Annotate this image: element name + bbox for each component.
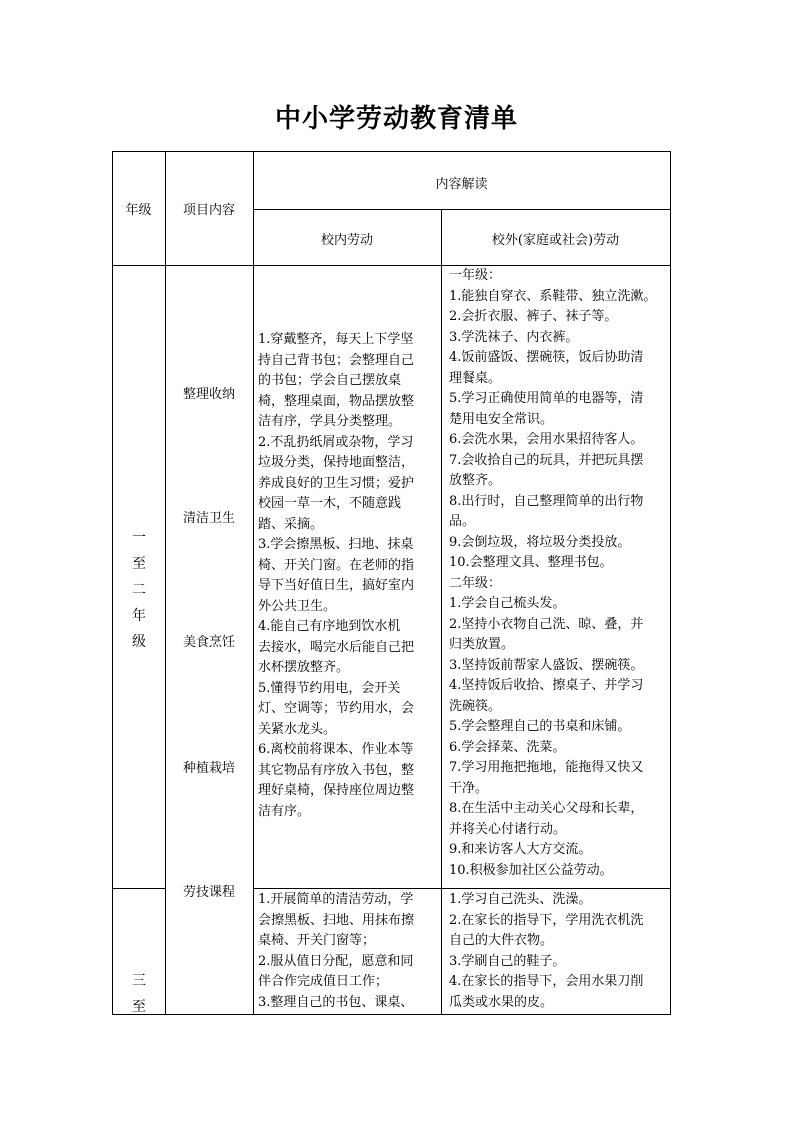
text-line: 1.能独自穿衣、系鞋带、独立洗漱。 bbox=[449, 288, 657, 304]
header-content-interpretation: 内容解读 bbox=[435, 177, 488, 192]
section-2-school-labor bbox=[258, 890, 440, 1013]
grade-char: 三 bbox=[132, 973, 146, 989]
grade-char: 级 bbox=[132, 634, 146, 650]
text-line: 一年级： bbox=[449, 268, 502, 283]
project-labor-tech-course: 劳技课程 bbox=[182, 885, 235, 900]
text-line: 3.整理自己的书包、课桌、 bbox=[258, 994, 414, 1010]
section-1-outside-labor bbox=[449, 266, 669, 881]
text-line: 3.学刷自己的鞋子。 bbox=[449, 953, 566, 969]
text-line: 洗碗筷。 bbox=[449, 698, 502, 714]
text-line: 3.学洗袜子、内衣裤。 bbox=[449, 329, 579, 345]
text-line: 1.学会自己梳头发。 bbox=[449, 596, 566, 611]
section-divider-content bbox=[253, 888, 671, 889]
project-cooking: 美食烹饪 bbox=[182, 635, 235, 650]
text-line: 二年级： bbox=[449, 575, 502, 591]
text-line: 椅，整理桌面，物品摆放整 bbox=[258, 393, 415, 409]
project-column-divider bbox=[253, 151, 254, 1015]
grade-char: 二 bbox=[132, 582, 146, 598]
text-line: 1.开展简单的清洁劳动，学 bbox=[258, 892, 414, 907]
text-line: 2.坚持小衣物自己洗、晾、叠，并 bbox=[449, 616, 644, 632]
text-line: 校园一草一木，不随意践 bbox=[258, 496, 402, 511]
text-line: 去接水，喝完水后能自己把 bbox=[258, 639, 415, 655]
text-line: 会擦黑板、扫地、用抹布擦 bbox=[258, 912, 415, 928]
table-border-bottom bbox=[112, 1014, 671, 1015]
text-line: 理好桌椅，保持座位周边整 bbox=[258, 783, 415, 798]
text-line: 4.在家长的指导下，会用水果刀削 bbox=[449, 974, 644, 989]
text-line: 6.离校前将课本、作业本等 bbox=[258, 742, 414, 757]
text-line: 1.学习自己洗头、洗澡。 bbox=[449, 892, 592, 907]
grade-char: 至 bbox=[132, 556, 146, 572]
text-line: 其它物品有序放入书包，整 bbox=[258, 762, 415, 778]
section-1-school-labor bbox=[258, 330, 440, 822]
header-grade: 年级 bbox=[125, 203, 152, 218]
text-line: 6.会洗水果，会用水果招待客人。 bbox=[449, 432, 644, 447]
project-planting: 种植栽培 bbox=[182, 761, 235, 776]
text-line: 椅、开关门窗。在老师的指 bbox=[258, 557, 415, 573]
text-line: 8.在生活中主动关心父母和长辈， bbox=[449, 801, 644, 816]
text-line: 伴合作完成值日工作； bbox=[258, 974, 389, 989]
text-line: 6.学会择菜、洗菜。 bbox=[449, 739, 566, 755]
text-line: 7.会收拾自己的玩具，并把玩具摆 bbox=[449, 452, 644, 468]
text-line: 灯、空调等；节约用水，会 bbox=[258, 701, 415, 716]
text-line: 2.服从值日分配，愿意和同 bbox=[258, 953, 414, 969]
text-line: 桌椅、开关门窗等； bbox=[258, 933, 376, 948]
section-2-outside-labor bbox=[449, 890, 669, 1013]
text-line: 养成良好的卫生习惯；爱护 bbox=[258, 475, 415, 491]
grade-1-2-label bbox=[113, 525, 165, 655]
text-line: 8.出行时，自己整理简单的出行物 bbox=[449, 493, 644, 509]
text-line: 5.学会整理自己的书桌和床铺。 bbox=[449, 719, 631, 734]
grade-3-4-label bbox=[113, 968, 165, 1020]
text-line: 洁有序。 bbox=[258, 803, 311, 819]
text-line: 1.穿戴整齐，每天上下学坚 bbox=[258, 332, 414, 347]
text-line: 10.会整理文具、整理书包。 bbox=[449, 555, 613, 570]
text-line: 3.学会擦黑板、扫地、抹桌 bbox=[258, 537, 414, 552]
table-border-right bbox=[670, 151, 671, 1015]
text-line: 4.能自己有序地到饮水机 bbox=[258, 619, 401, 634]
school-outside-divider bbox=[441, 209, 442, 1015]
text-line: 洁有序，学具分类整理。 bbox=[258, 414, 402, 429]
section-divider bbox=[112, 888, 165, 889]
text-line: 的书包；学会自己摆放桌 bbox=[258, 373, 402, 388]
text-line: 9.和来访客人大方交流。 bbox=[449, 842, 592, 857]
text-line: 并将关心付诸行动。 bbox=[449, 821, 567, 837]
page-title: 中小学劳动教育清单 bbox=[274, 104, 518, 134]
table-border-top bbox=[112, 151, 671, 152]
text-line: 导下当好值日生，搞好室内 bbox=[258, 578, 415, 593]
header-outside-labor: 校外(家庭或社会)劳动 bbox=[491, 233, 620, 248]
text-line: 2.会折衣服、裤子、袜子等。 bbox=[449, 309, 618, 324]
grade-char: 一 bbox=[132, 530, 146, 546]
text-line: 7.学习用拖把拖地，能拖得又快又 bbox=[449, 760, 644, 775]
text-line: 外公共卫生。 bbox=[258, 598, 337, 614]
text-line: 9.会倒垃圾，将垃圾分类投放。 bbox=[449, 534, 631, 550]
text-line: 楚用电安全常识。 bbox=[449, 411, 554, 427]
header-divider bbox=[253, 209, 671, 210]
project-organize-storage: 整理收纳 bbox=[182, 387, 235, 402]
text-line: 放整齐。 bbox=[449, 473, 502, 488]
text-line: 理餐桌。 bbox=[449, 370, 502, 386]
grade-char: 至 bbox=[132, 999, 146, 1015]
text-line: 持自己背书包；会整理自己 bbox=[258, 352, 415, 368]
grade-char: 年 bbox=[132, 608, 146, 624]
text-line: 瓜类或水果的皮。 bbox=[449, 994, 554, 1010]
text-line: 5.学习正确使用简单的电器等，清 bbox=[449, 391, 644, 406]
project-cleaning: 清洁卫生 bbox=[182, 511, 235, 526]
text-line: 自己的大件衣物。 bbox=[449, 933, 554, 948]
text-line: 干净。 bbox=[449, 780, 489, 796]
text-line: 3.坚持饭前帮家人盛饭、摆碗筷。 bbox=[449, 657, 644, 673]
text-line: 4.饭前盛饭、摆碗筷，饭后协助清 bbox=[449, 350, 644, 365]
text-line: 2.在家长的指导下，学用洗衣机洗 bbox=[449, 912, 644, 928]
header-school-labor: 校内劳动 bbox=[320, 233, 373, 248]
text-line: 品。 bbox=[449, 514, 476, 529]
text-line: 踏、采摘。 bbox=[258, 516, 324, 532]
text-line: 10.积极参加社区公益劳动。 bbox=[449, 862, 613, 878]
text-line: 4.坚持饭后收拾、擦桌子、并学习 bbox=[449, 678, 644, 693]
text-line: 2.不乱扔纸屑或杂物，学习 bbox=[258, 434, 414, 450]
text-line: 5.懂得节约用电，会开关 bbox=[258, 680, 401, 696]
header-project: 项目内容 bbox=[182, 203, 235, 218]
text-line: 归类放置。 bbox=[449, 637, 515, 652]
text-line: 水杯摆放整齐。 bbox=[258, 660, 350, 675]
text-line: 垃圾分类，保持地面整洁， bbox=[258, 455, 415, 470]
text-line: 关紧水龙头。 bbox=[258, 721, 337, 737]
